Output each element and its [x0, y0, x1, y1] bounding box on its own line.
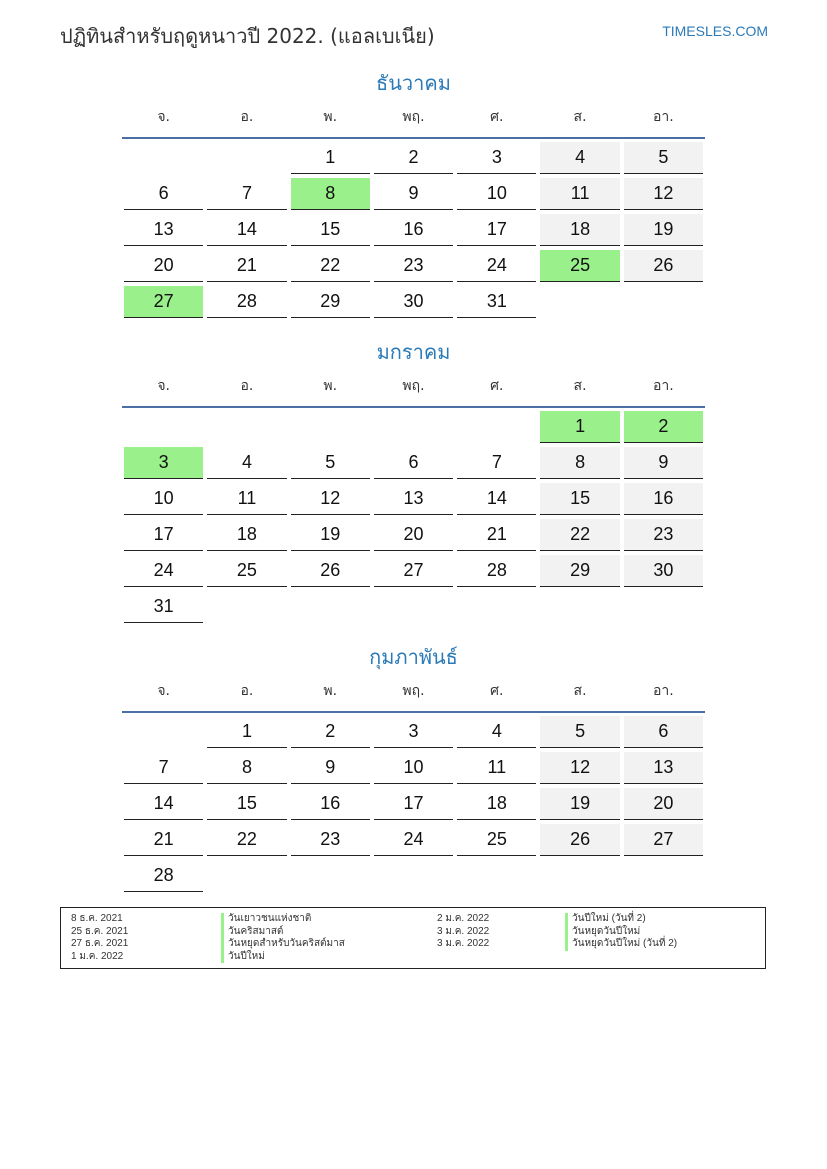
holiday-day-cell[interactable]: 27	[124, 286, 203, 318]
empty-cell	[457, 411, 536, 443]
weekday-label: ศ.	[490, 109, 504, 125]
day-cell[interactable]: 23	[624, 519, 703, 551]
weekday-label: จ.	[157, 109, 170, 125]
day-cell[interactable]: 19	[291, 519, 370, 551]
day-cell[interactable]: 3	[374, 716, 453, 748]
day-cell[interactable]: 24	[124, 555, 203, 587]
day-cell[interactable]: 20	[374, 519, 453, 551]
day-cell[interactable]: 15	[540, 483, 619, 515]
day-cell[interactable]: 10	[457, 178, 536, 210]
day-cell[interactable]: 12	[291, 483, 370, 515]
day-cell[interactable]: 21	[457, 519, 536, 551]
header-divider	[122, 406, 705, 408]
day-cell[interactable]: 24	[374, 824, 453, 856]
day-cell[interactable]: 4	[540, 142, 619, 174]
weekday-label: พฤ.	[402, 378, 425, 394]
day-cell[interactable]: 7	[124, 752, 203, 784]
holiday-day-cell[interactable]: 3	[124, 447, 203, 479]
legend-date: 8 ธ.ค. 2021	[71, 913, 123, 924]
day-cell[interactable]: 15	[207, 788, 286, 820]
weekday-label: อา.	[652, 378, 674, 394]
day-cell[interactable]: 17	[374, 788, 453, 820]
weekday-label: อา.	[652, 683, 674, 699]
weekday-label: อา.	[652, 109, 674, 125]
month-3	[122, 642, 705, 896]
header-divider	[122, 711, 705, 713]
weekday-label: พฤ.	[402, 109, 425, 125]
day-cell[interactable]: 29	[540, 555, 619, 587]
day-cell[interactable]: 1	[207, 716, 286, 748]
day-cell[interactable]: 25	[457, 824, 536, 856]
day-cell[interactable]: 3	[457, 142, 536, 174]
day-cell[interactable]: 9	[291, 752, 370, 784]
day-cell[interactable]: 2	[291, 716, 370, 748]
day-cell[interactable]: 5	[291, 447, 370, 479]
day-cell[interactable]: 28	[207, 286, 286, 318]
day-grid	[122, 142, 705, 322]
day-cell[interactable]: 19	[540, 788, 619, 820]
holiday-day-cell[interactable]: 25	[540, 250, 619, 282]
day-cell[interactable]: 4	[207, 447, 286, 479]
day-cell[interactable]: 26	[291, 555, 370, 587]
day-cell[interactable]: 18	[457, 788, 536, 820]
day-cell[interactable]: 16	[291, 788, 370, 820]
day-cell[interactable]: 8	[207, 752, 286, 784]
month-title: ธันวาคม	[376, 71, 451, 95]
day-cell[interactable]: 14	[207, 214, 286, 246]
weekday-label: พ.	[323, 378, 338, 394]
day-cell[interactable]: 30	[624, 555, 703, 587]
weekday-label: ศ.	[490, 683, 504, 699]
holiday-legend	[60, 907, 766, 969]
day-cell[interactable]: 12	[624, 178, 703, 210]
day-cell[interactable]: 17	[457, 214, 536, 246]
legend-holiday-name: วันปีใหม่	[221, 951, 345, 964]
day-cell[interactable]: 18	[207, 519, 286, 551]
day-cell[interactable]: 22	[291, 250, 370, 282]
empty-cell	[374, 411, 453, 443]
legend-holiday-name: วันเยาวชนแห่งชาติ	[221, 913, 345, 926]
day-cell[interactable]: 23	[291, 824, 370, 856]
day-cell[interactable]: 15	[291, 214, 370, 246]
day-cell[interactable]: 9	[374, 178, 453, 210]
legend-holiday-name: วันคริสมาสต์	[221, 926, 345, 939]
weekday-label: ส.	[573, 109, 587, 125]
day-cell[interactable]: 16	[624, 483, 703, 515]
day-cell[interactable]: 31	[124, 591, 203, 623]
day-cell[interactable]: 19	[624, 214, 703, 246]
brand-link[interactable]: TIMESLES.COM	[662, 23, 768, 39]
weekday-label: จ.	[157, 683, 170, 699]
empty-cell	[124, 142, 203, 174]
empty-cell	[291, 411, 370, 443]
day-cell[interactable]: 31	[457, 286, 536, 318]
weekday-label: ส.	[573, 378, 587, 394]
weekday-label: พ.	[323, 109, 338, 125]
day-grid	[122, 716, 705, 896]
weekday-label: จ.	[157, 378, 170, 394]
weekday-label: ศ.	[490, 378, 504, 394]
day-cell[interactable]: 11	[540, 178, 619, 210]
day-cell[interactable]: 10	[124, 483, 203, 515]
day-cell[interactable]: 4	[457, 716, 536, 748]
day-cell[interactable]: 22	[207, 824, 286, 856]
empty-cell	[207, 142, 286, 174]
day-cell[interactable]: 28	[124, 860, 203, 892]
day-cell[interactable]: 7	[457, 447, 536, 479]
empty-cell	[207, 411, 286, 443]
day-cell[interactable]: 22	[540, 519, 619, 551]
day-cell[interactable]: 21	[124, 824, 203, 856]
weekday-label: ส.	[573, 683, 587, 699]
day-cell[interactable]: 10	[374, 752, 453, 784]
weekday-label: อ.	[240, 109, 254, 125]
day-cell[interactable]: 14	[124, 788, 203, 820]
day-cell[interactable]: 13	[124, 214, 203, 246]
day-cell[interactable]: 21	[207, 250, 286, 282]
day-cell[interactable]: 27	[374, 555, 453, 587]
day-cell[interactable]: 23	[374, 250, 453, 282]
weekday-label: อ.	[240, 378, 254, 394]
month-title: มกราคม	[376, 340, 451, 364]
day-cell[interactable]: 8	[540, 447, 619, 479]
holiday-day-cell[interactable]: 1	[540, 411, 619, 443]
day-cell[interactable]: 9	[624, 447, 703, 479]
day-cell[interactable]: 20	[624, 788, 703, 820]
weekday-header	[122, 371, 705, 401]
day-cell[interactable]: 29	[291, 286, 370, 318]
day-cell[interactable]: 11	[457, 752, 536, 784]
day-cell[interactable]: 20	[124, 250, 203, 282]
month-1	[122, 68, 705, 322]
weekday-header	[122, 102, 705, 132]
day-cell[interactable]: 11	[207, 483, 286, 515]
day-cell[interactable]: 14	[457, 483, 536, 515]
legend-date: 1 ม.ค. 2022	[71, 950, 124, 962]
weekday-label: อ.	[240, 683, 254, 699]
day-cell[interactable]: 17	[124, 519, 203, 551]
day-cell[interactable]: 6	[374, 447, 453, 479]
day-cell[interactable]: 5	[624, 142, 703, 174]
legend-holiday-name: วันหยุดวันปีใหม่ (วันที่ 2)	[565, 938, 677, 951]
day-cell[interactable]: 13	[624, 752, 703, 784]
weekday-header	[122, 676, 705, 706]
weekday-label: พฤ.	[402, 683, 425, 699]
empty-cell	[124, 716, 203, 748]
weekday-label: พ.	[323, 683, 338, 699]
legend-date: 2 ม.ค. 2022	[437, 913, 490, 924]
day-cell[interactable]: 6	[624, 716, 703, 748]
legend-date: 3 ม.ค. 2022	[437, 938, 490, 950]
day-cell[interactable]: 25	[207, 555, 286, 587]
legend-date: 25 ธ.ค. 2021	[71, 925, 129, 937]
empty-cell	[124, 411, 203, 443]
legend-date: 27 ธ.ค. 2021	[71, 938, 129, 950]
day-cell[interactable]: 16	[374, 214, 453, 246]
day-cell[interactable]: 30	[374, 286, 453, 318]
legend-date: 3 ม.ค. 2022	[437, 925, 490, 937]
day-cell[interactable]: 12	[540, 752, 619, 784]
day-cell[interactable]: 5	[540, 716, 619, 748]
legend-holiday-name: วันหยุดวันปีใหม่	[565, 926, 677, 939]
legend-holiday-name: วันหยุดสำหรับวันคริสต์มาส	[221, 938, 345, 951]
day-cell[interactable]: 24	[457, 250, 536, 282]
legend-holiday-name: วันปีใหม่ (วันที่ 2)	[565, 913, 677, 926]
day-cell[interactable]: 18	[540, 214, 619, 246]
day-cell[interactable]: 26	[624, 250, 703, 282]
holiday-day-cell[interactable]: 8	[291, 178, 370, 210]
day-cell[interactable]: 6	[124, 178, 203, 210]
holiday-day-cell[interactable]: 2	[624, 411, 703, 443]
day-cell[interactable]: 2	[374, 142, 453, 174]
day-cell[interactable]: 28	[457, 555, 536, 587]
day-cell[interactable]: 26	[540, 824, 619, 856]
page-title: ปฏิทินสำหรับฤดูหนาวปี 2022. (แอลเบเนีย)	[60, 24, 435, 48]
day-cell[interactable]: 27	[624, 824, 703, 856]
day-cell[interactable]: 7	[207, 178, 286, 210]
day-cell[interactable]: 13	[374, 483, 453, 515]
month-title: กุมภาพันธ์	[369, 645, 458, 669]
day-cell[interactable]: 1	[291, 142, 370, 174]
header-divider	[122, 137, 705, 139]
month-2	[122, 337, 705, 627]
day-grid	[122, 411, 705, 627]
